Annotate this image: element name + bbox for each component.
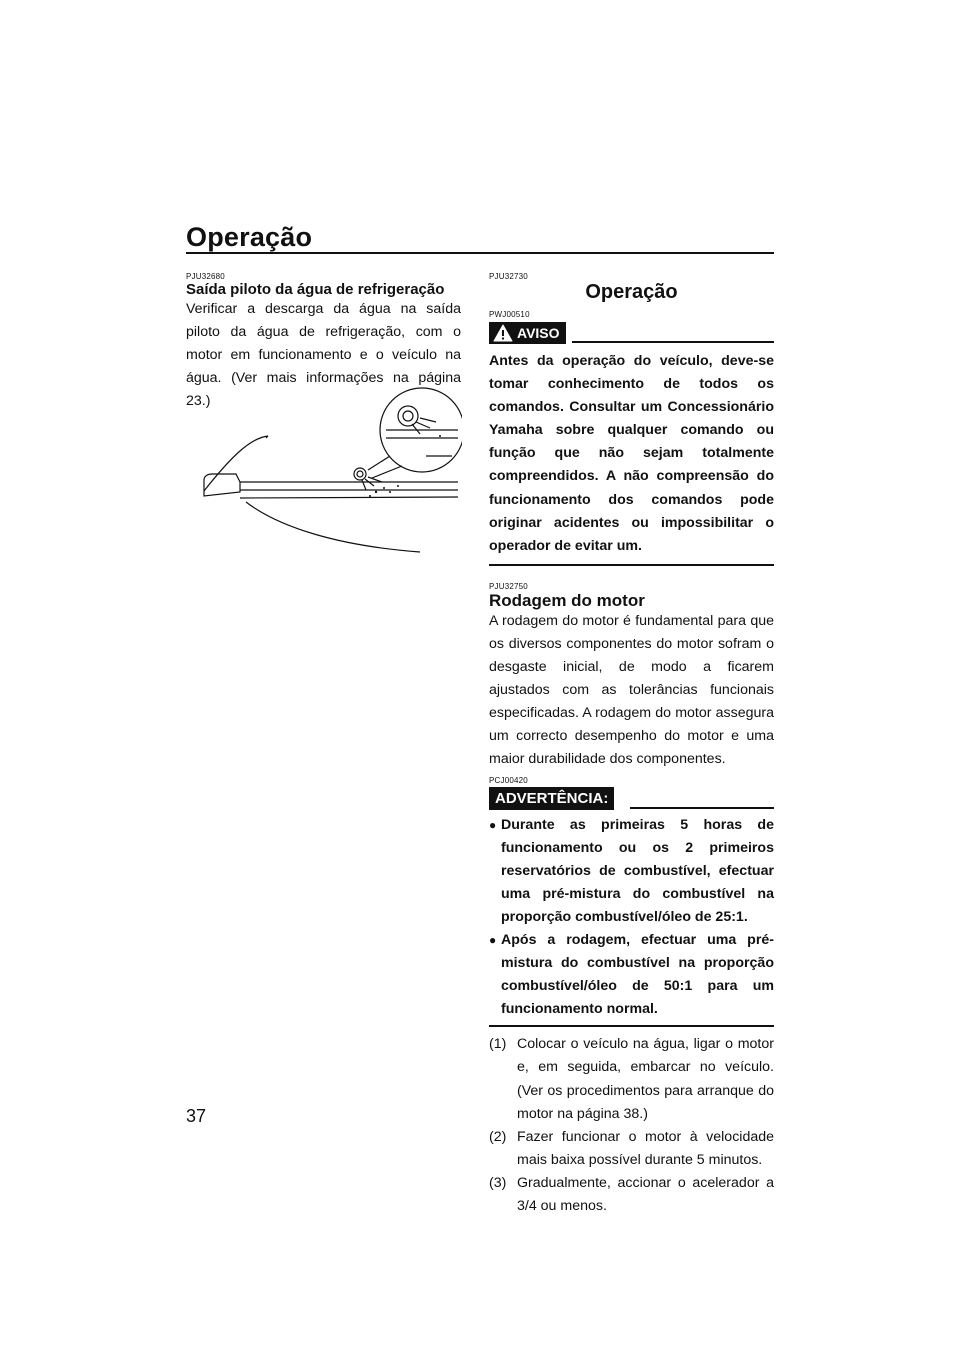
aviso-text: Antes da operação do veículo, deve-se tomar conhecimento de todos os comandos. Consultar um Concessionário Yamaha sobre qualquer comando ou função que não sejam totalmente compreendidos. A não compreensão do funcionamento dos comandos pode originar acidentes ou impossibilitar o operador de evitar um. — [489, 353, 774, 554]
aviso-badge — [489, 322, 566, 344]
list-item — [489, 929, 774, 1021]
step-number: (1) — [489, 1036, 507, 1053]
aviso-label-row — [489, 322, 774, 344]
bullet-dot-icon: ● — [489, 817, 497, 832]
advertencia-code: PCJ00420 — [489, 775, 528, 785]
water-outlet-illustration — [190, 378, 462, 558]
aviso-end-rule — [489, 564, 774, 566]
step-number: (2) — [489, 1128, 507, 1145]
operacao-title: Operação — [585, 281, 678, 303]
operacao-code: PJU32730 — [489, 272, 528, 281]
right-column — [489, 272, 774, 1218]
list-item — [489, 814, 774, 929]
advertencia-list — [489, 814, 774, 1022]
advertencia-end-rule — [489, 1025, 774, 1027]
section-title: Saída piloto da água de refrigeração — [186, 281, 445, 298]
list-item — [489, 1126, 774, 1172]
step-text: Gradualmente, accionar o acelerador a 3/4 ou menos. — [517, 1174, 774, 1214]
advertencia-label-row — [489, 787, 774, 810]
warning-triangle-icon — [493, 324, 513, 342]
page-header-title: Operação — [186, 222, 313, 252]
advertencia-badge: ADVERTÊNCIA: — [489, 787, 614, 810]
bullet-text: Após a rodagem, efectuar uma pré-mistura do combustível na proporção combustível/óleo de 50:1 para um funcionamento normal. — [501, 931, 774, 1018]
page-number: 37 — [186, 1106, 207, 1126]
section-body: Verificar a descarga da água na saída piloto da água de refrigeração, com o motor em funcionamento e o veículo na água. (Ver mais informações na página 23.) — [186, 301, 461, 410]
advertencia-rule — [630, 807, 774, 809]
aviso-rule — [572, 341, 774, 343]
step-text: Colocar o veículo na água, ligar o motor e, em seguida, embarcar no veículo. (Ver os procedimentos para arranque do motor na página 38.) — [517, 1036, 774, 1122]
steps-list — [489, 1033, 774, 1218]
header-rule — [186, 252, 774, 254]
rodagem-code: PJU32750 — [489, 581, 528, 591]
list-item — [489, 1172, 774, 1218]
bullet-text: Durante as primeiras 5 horas de funcionamento ou os 2 primeiros reservatórios de combustível, efectuar uma pré-mistura do combustível na proporção combustível/óleo de 25:1. — [501, 816, 774, 925]
section-code: PJU32680 — [186, 272, 225, 281]
aviso-code: PWJ00510 — [489, 310, 530, 319]
step-number: (3) — [489, 1174, 507, 1191]
rodagem-title: Rodagem do motor — [489, 590, 645, 610]
bullet-dot-icon: ● — [489, 932, 497, 947]
rodagem-text: A rodagem do motor é fundamental para que os diversos componentes do motor sofram o desgaste inicial, de modo a ficarem ajustados com as tolerâncias funcionais especificadas. A rodagem do motor assegura um correcto desempenho do motor e uma maior durabilidade dos componentes. — [489, 612, 774, 768]
aviso-label: AVISO — [517, 325, 560, 341]
step-text: Fazer funcionar o motor à velocidade mais baixa possível durante 5 minutos. — [517, 1128, 774, 1168]
list-item — [489, 1033, 774, 1125]
